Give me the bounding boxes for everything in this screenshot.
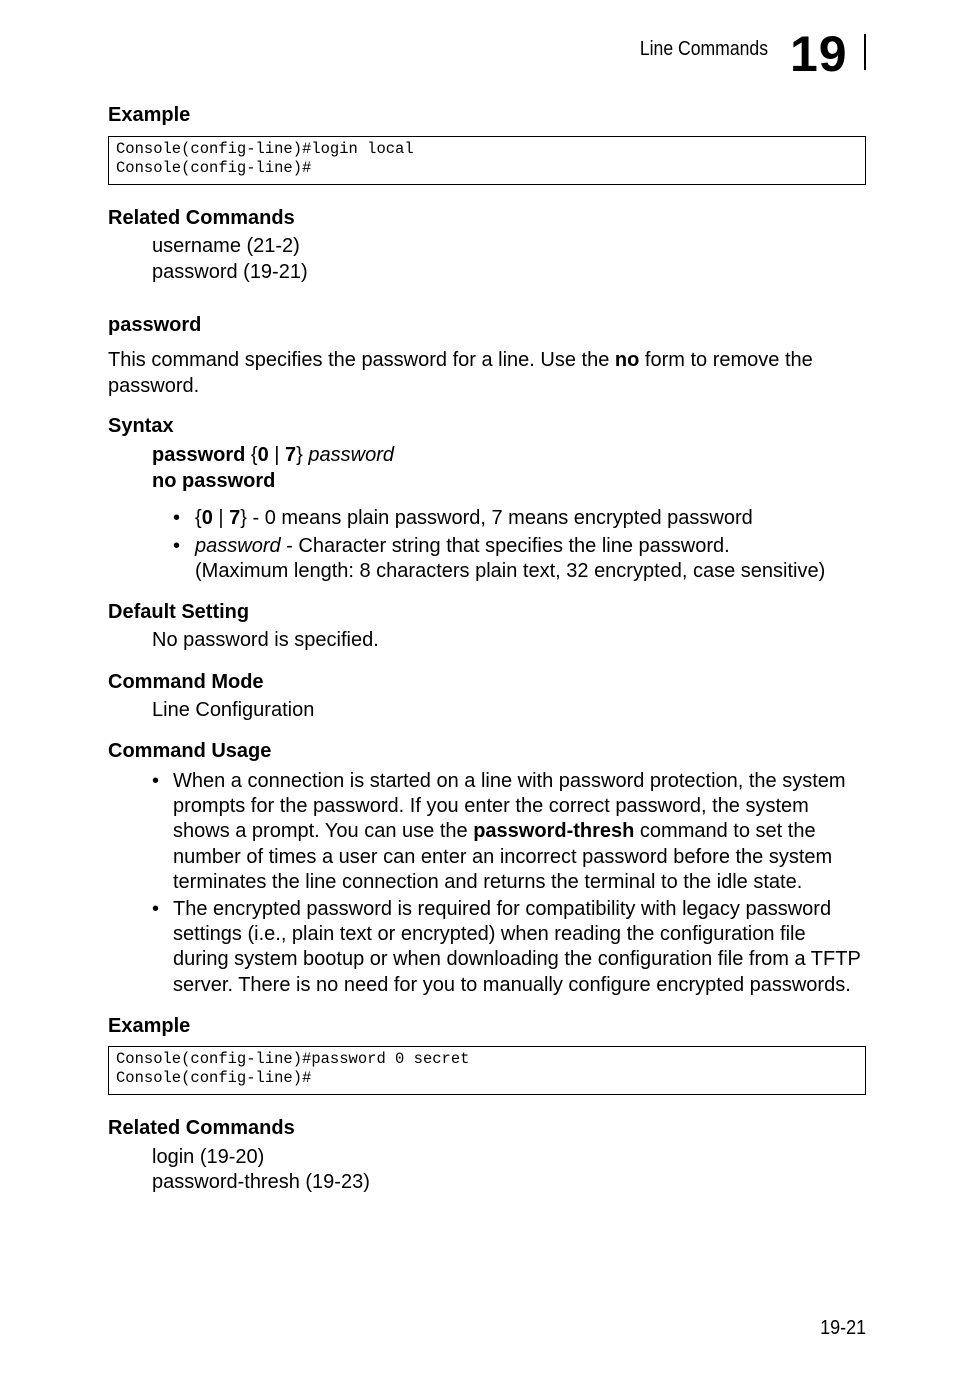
bullet-line-text: command to set the bbox=[634, 820, 816, 842]
bullet-text-line2: (Maximum length: 8 characters plain text, 32 encrypted, case sensitive) bbox=[195, 560, 826, 582]
bullet-line: When a connection is started on a line with password protection, the system bbox=[173, 770, 846, 792]
bullet-command-ref: password-thresh bbox=[473, 820, 635, 842]
code-block bbox=[108, 1046, 866, 1095]
syntax-separator: | bbox=[268, 444, 286, 466]
page-number: 19-21 bbox=[819, 1317, 866, 1339]
code-block bbox=[108, 136, 866, 185]
syntax-heading: Syntax bbox=[108, 415, 174, 437]
bullet-rest: - Character string that specifies the line password. bbox=[280, 535, 730, 557]
syntax-option-7: 7 bbox=[285, 444, 297, 466]
bullet-dot: • bbox=[173, 535, 181, 557]
chapter-number: 19 bbox=[790, 26, 848, 82]
header-divider bbox=[864, 34, 866, 70]
related-commands-heading: Related Commands bbox=[108, 1117, 295, 1139]
related-command-link[interactable]: password-thresh (19-23) bbox=[152, 1171, 370, 1193]
syntax-parameter: password bbox=[308, 444, 395, 466]
syntax-no-form: no password bbox=[152, 470, 276, 492]
description-bold-no: no bbox=[614, 349, 640, 371]
bullet-dot: • bbox=[152, 770, 160, 792]
bullet-line: terminates the line connection and returns the terminal to the idle state. bbox=[173, 871, 803, 893]
syntax-brace-close: } bbox=[296, 444, 309, 466]
command-mode-text: Line Configuration bbox=[152, 699, 315, 721]
example-heading: Example bbox=[108, 104, 191, 126]
code-line: Console(config-line)#password 0 secret bbox=[116, 1050, 470, 1068]
bullet-text bbox=[195, 506, 753, 532]
bullet-line: The encrypted password is required for compatibility with legacy password bbox=[173, 898, 832, 920]
bullet-rest: } - 0 means plain password, 7 means encrypted password bbox=[240, 507, 753, 529]
bullet-separator: | bbox=[212, 507, 230, 529]
bullet-text bbox=[195, 534, 730, 560]
bullet-option-0: 0 bbox=[201, 507, 213, 529]
example-heading: Example bbox=[108, 1015, 191, 1037]
command-title: password bbox=[108, 314, 202, 336]
description-text: This command specifies the password for a line. Use the bbox=[108, 349, 615, 371]
bullet-dot: • bbox=[173, 507, 181, 529]
bullet-line: during system bootup or when downloading the configuration file from a TFTP bbox=[173, 948, 861, 970]
bullet-line bbox=[173, 819, 816, 845]
related-command-link[interactable]: login (19-20) bbox=[152, 1146, 265, 1168]
related-command-link[interactable]: username (21-2) bbox=[152, 235, 300, 257]
bullet-line: settings (i.e., plain text or encrypted) when reading the configuration file bbox=[173, 923, 806, 945]
bullet-line: server. There is no need for you to manually configure encrypted passwords. bbox=[173, 974, 851, 996]
code-line: Console(config-line)# bbox=[116, 1069, 312, 1087]
code-line: Console(config-line)#login local bbox=[116, 140, 414, 158]
syntax-line bbox=[152, 443, 394, 469]
bullet-line: number of times a user can enter an incorrect password before the system bbox=[173, 846, 833, 868]
syntax-option-0: 0 bbox=[257, 444, 269, 466]
running-header-title: Line Commands bbox=[639, 38, 768, 60]
bullet-brace: { bbox=[195, 507, 202, 529]
syntax-command: password bbox=[152, 444, 246, 466]
bullet-line-text: shows a prompt. You can use the bbox=[173, 820, 474, 842]
default-setting-text: No password is specified. bbox=[152, 629, 379, 651]
bullet-line: prompts for the password. If you enter the correct password, the system bbox=[173, 795, 809, 817]
command-usage-heading: Command Usage bbox=[108, 740, 272, 762]
command-mode-heading: Command Mode bbox=[108, 671, 264, 693]
default-setting-heading: Default Setting bbox=[108, 601, 250, 623]
related-command-link[interactable]: password (19-21) bbox=[152, 261, 308, 283]
bullet-param: password bbox=[195, 535, 281, 557]
syntax-brace-open: { bbox=[245, 444, 258, 466]
description-text-end: form to remove the password. bbox=[108, 349, 813, 397]
command-description bbox=[108, 347, 868, 399]
bullet-option-7: 7 bbox=[229, 507, 241, 529]
related-commands-heading: Related Commands bbox=[108, 207, 295, 229]
code-line: Console(config-line)# bbox=[116, 159, 312, 177]
bullet-dot: • bbox=[152, 898, 160, 920]
